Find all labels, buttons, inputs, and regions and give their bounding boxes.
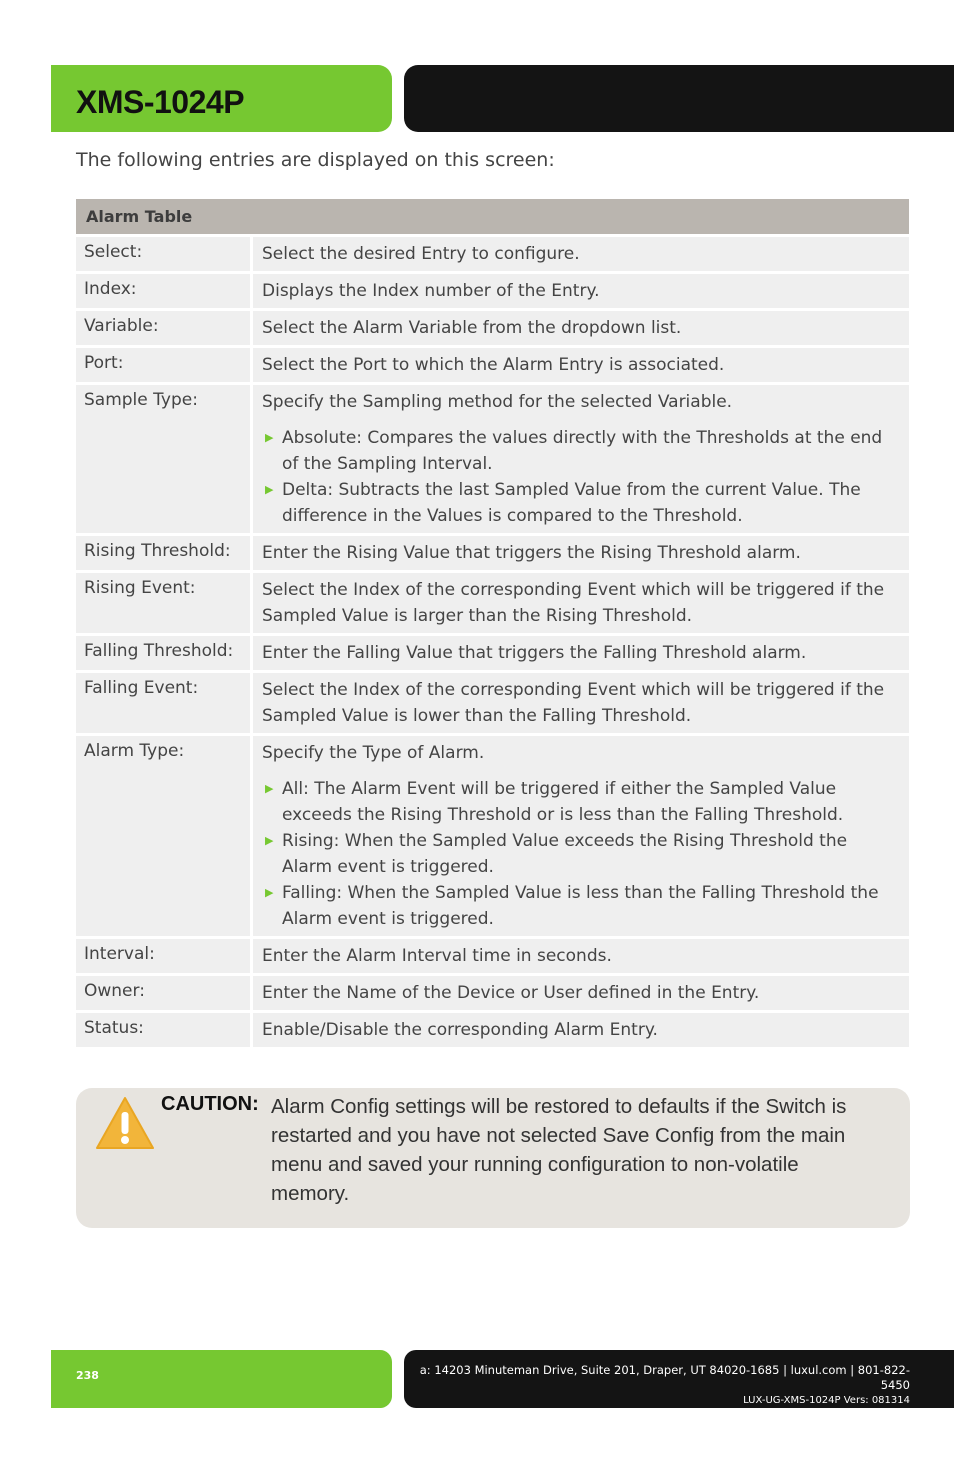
bullet-text: Rising: When the Sampled Value exceeds the Rising Threshold the Alarm event is triggered.	[282, 831, 848, 877]
row-description: Select the Alarm Variable from the dropdown list.	[262, 318, 682, 338]
caution-text: Alarm Config settings will be restored to defaults if the Switch is restarted and you have not selected Save Config from the main menu and saved your running configuration to non-volatile memory.	[271, 1095, 847, 1205]
bullet-list	[262, 425, 901, 529]
row-label: Variable:	[76, 311, 253, 345]
row-label: Select:	[76, 237, 253, 271]
row-label: Index:	[76, 274, 253, 308]
page-number: 238	[76, 1369, 99, 1382]
row-description-cell	[253, 976, 909, 1010]
row-description: Specify the Sampling method for the selected Variable.	[262, 392, 733, 412]
footer-info-bar	[404, 1350, 954, 1408]
caution-box	[76, 1088, 910, 1228]
footer-address-block	[404, 1363, 910, 1408]
table-row	[76, 1013, 909, 1047]
table-row	[76, 673, 909, 733]
header-dark-bar	[404, 65, 954, 132]
row-description: Specify the Type of Alarm.	[262, 743, 485, 763]
alarm-table	[76, 196, 909, 1050]
caution-label: CAUTION:	[161, 1093, 259, 1115]
row-label: Falling Event:	[76, 673, 253, 733]
table-row	[76, 237, 909, 271]
bullet-text: Absolute: Compares the values directly with the Thresholds at the end of the Sampling Interval.	[282, 428, 883, 474]
row-description-cell	[253, 736, 909, 936]
table-row	[76, 573, 909, 633]
bullet-text: Falling: When the Sampled Value is less than the Falling Threshold the Alarm event is triggered.	[282, 883, 879, 929]
row-description-cell	[253, 673, 909, 733]
row-description-cell	[253, 1013, 909, 1047]
row-description: Select the desired Entry to configure.	[262, 244, 580, 264]
bullet-item	[262, 776, 901, 828]
row-label: Sample Type:	[76, 385, 253, 533]
page-title: XMS-1024P	[76, 84, 245, 120]
alarm-table-heading: Alarm Table	[76, 199, 909, 234]
table-row	[76, 311, 909, 345]
row-description: Enter the Name of the Device or User defined in the Entry.	[262, 983, 760, 1003]
row-label: Port:	[76, 348, 253, 382]
footer-doc-ref: LUX-UG-XMS-1024P Vers: 081314	[743, 1395, 910, 1406]
triangle-bullet-icon: ▶	[265, 834, 274, 847]
row-label: Interval:	[76, 939, 253, 973]
table-row	[76, 736, 909, 936]
row-description: Select the Index of the corresponding Event which will be triggered if the Sampled Value is larger than the Rising Threshold.	[262, 580, 885, 626]
row-label: Status:	[76, 1013, 253, 1047]
table-row	[76, 274, 909, 308]
header-title-bar	[51, 65, 392, 132]
table-row	[76, 976, 909, 1010]
row-description: Enter the Alarm Interval time in seconds.	[262, 946, 612, 966]
table-row	[76, 385, 909, 533]
row-label: Falling Threshold:	[76, 636, 253, 670]
bullet-list	[262, 776, 901, 932]
table-row	[76, 939, 909, 973]
row-description-cell	[253, 237, 909, 271]
row-label: Alarm Type:	[76, 736, 253, 936]
triangle-bullet-icon: ▶	[265, 782, 274, 795]
row-label: Rising Threshold:	[76, 536, 253, 570]
bullet-text: Delta: Subtracts the last Sampled Value from the current Value. The difference in the Values is compared to the Threshold.	[282, 480, 861, 526]
intro-text: The following entries are displayed on this screen:	[76, 149, 555, 171]
row-description-cell	[253, 573, 909, 633]
row-description-cell	[253, 385, 909, 533]
row-label: Rising Event:	[76, 573, 253, 633]
bullet-item	[262, 425, 901, 477]
bullet-text: All: The Alarm Event will be triggered if either the Sampled Value exceeds the Rising Threshold or is less than the Falling Threshold.	[282, 779, 844, 825]
table-row	[76, 536, 909, 570]
bullet-item	[262, 477, 901, 529]
row-description-cell	[253, 348, 909, 382]
bullet-item	[262, 828, 901, 880]
row-description: Displays the Index number of the Entry.	[262, 281, 600, 301]
bullet-item	[262, 880, 901, 932]
footer-page-bar	[51, 1350, 392, 1408]
alarm-table-body	[76, 237, 909, 1047]
row-description-cell	[253, 274, 909, 308]
row-description-cell	[253, 939, 909, 973]
table-row	[76, 636, 909, 670]
footer-address: a: 14203 Minuteman Drive, Suite 201, Draper, UT 84020-1685 | luxul.com | 801-822-5450	[419, 1363, 910, 1392]
triangle-bullet-icon: ▶	[265, 483, 274, 496]
row-description-cell	[253, 311, 909, 345]
row-description: Enter the Rising Value that triggers the Rising Threshold alarm.	[262, 543, 801, 563]
row-description: Enable/Disable the corresponding Alarm Entry.	[262, 1020, 658, 1040]
warning-triangle-icon	[95, 1096, 155, 1154]
row-description-cell	[253, 636, 909, 670]
row-description-cell	[253, 536, 909, 570]
table-row	[76, 348, 909, 382]
triangle-bullet-icon: ▶	[265, 431, 274, 444]
row-description: Select the Port to which the Alarm Entry is associated.	[262, 355, 725, 375]
row-description: Enter the Falling Value that triggers the Falling Threshold alarm.	[262, 643, 807, 663]
triangle-bullet-icon: ▶	[265, 886, 274, 899]
row-description: Select the Index of the corresponding Event which will be triggered if the Sampled Value is lower than the Falling Threshold.	[262, 680, 885, 726]
row-label: Owner:	[76, 976, 253, 1010]
